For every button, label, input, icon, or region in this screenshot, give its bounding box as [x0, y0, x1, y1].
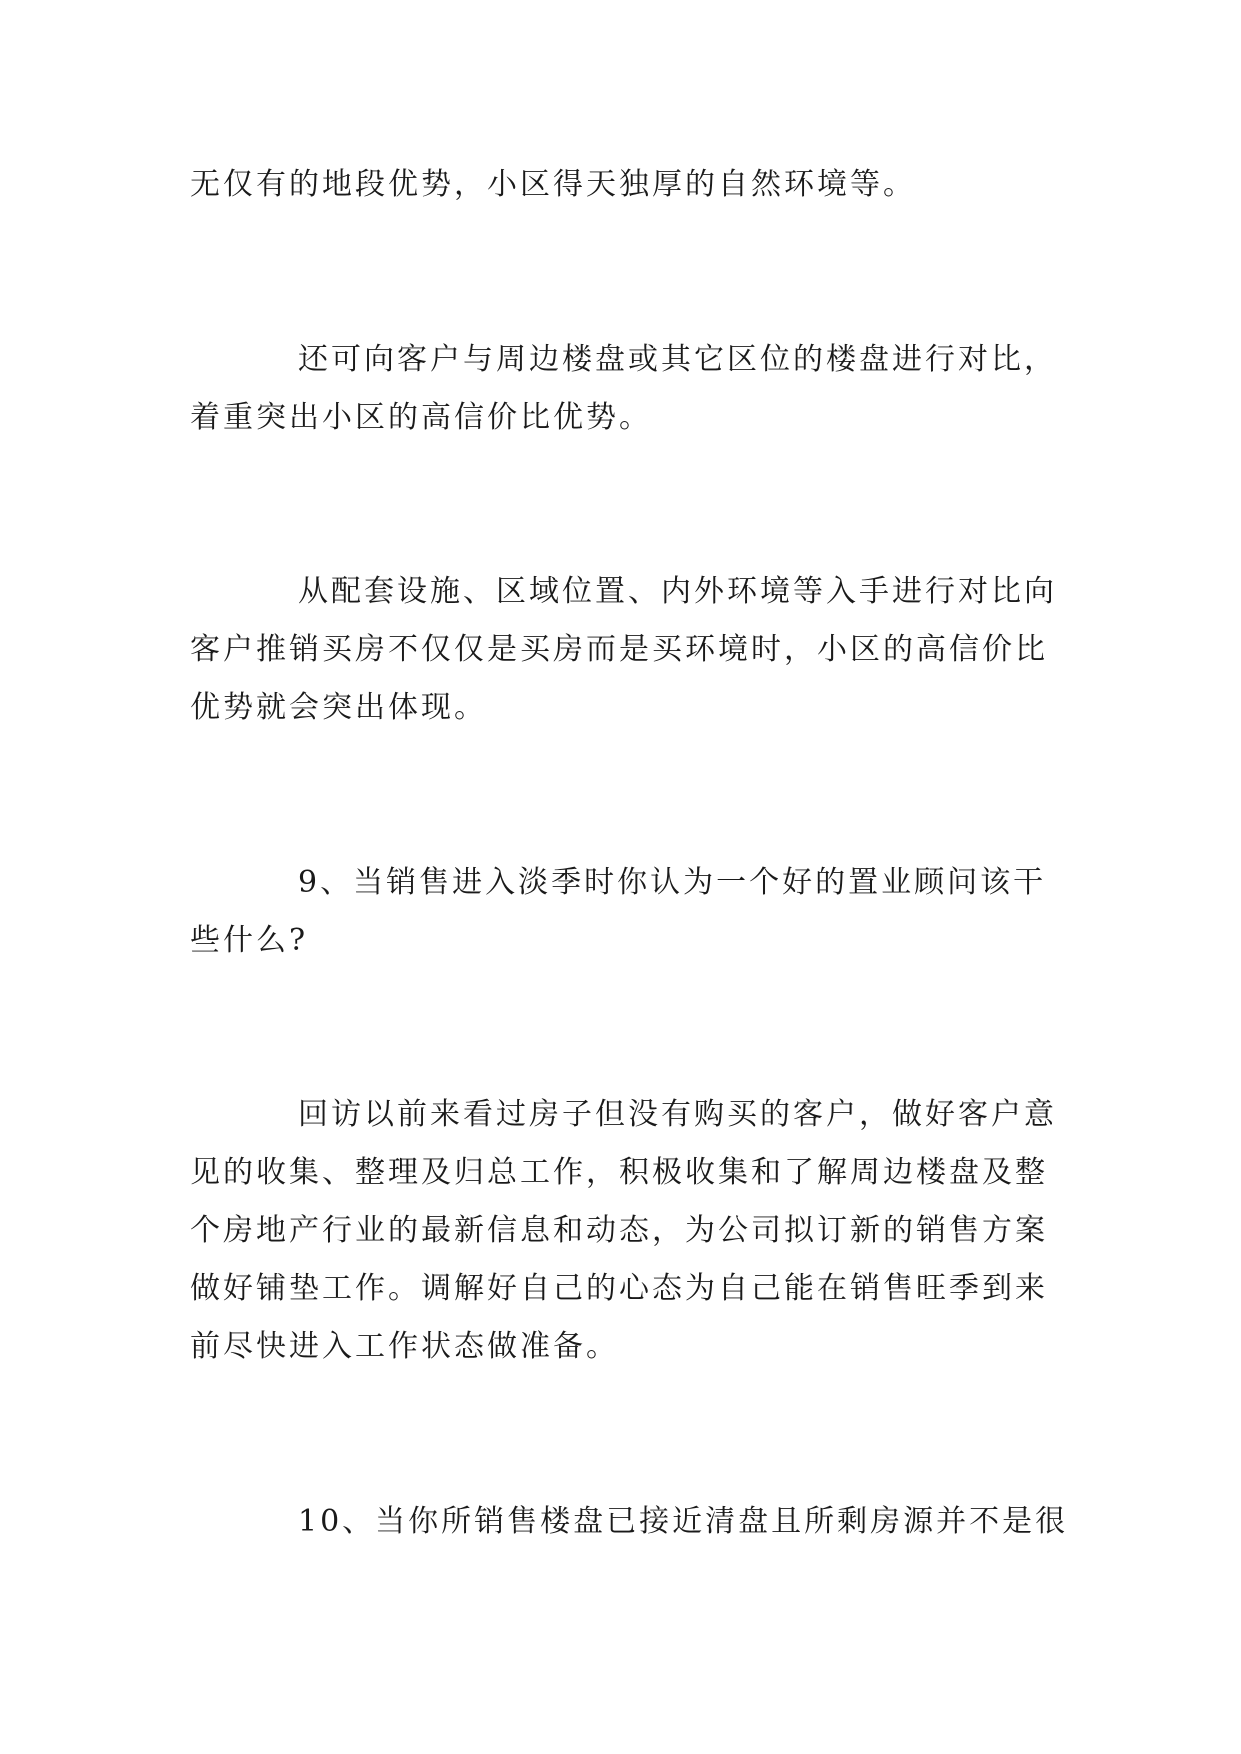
text-line: 无仅有的地段优势，小区得天独厚的自然环境等。: [190, 167, 916, 202]
text-line: 优势就会突出体现。: [190, 690, 487, 725]
paragraph-1: [190, 156, 1050, 214]
text-line: 9、当销售进入淡季时你认为一个好的置业顾问该干: [298, 865, 1047, 900]
text-line: 从配套设施、区域位置、内外环境等入手进行对比向: [298, 574, 1057, 609]
text-line: 个房地产行业的最新信息和动态，为公司拟订新的销售方案: [190, 1213, 1048, 1248]
text-line: 10、当你所销售楼盘已接近清盘且所剩房源并不是很: [298, 1504, 1069, 1539]
paragraph-2: [190, 331, 1057, 447]
text-line: 些什么?: [190, 923, 309, 958]
paragraph-3: [190, 563, 1057, 737]
text-line: 回访以前来看过房子但没有购买的客户，做好客户意: [298, 1097, 1057, 1132]
text-line: 做好铺垫工作。调解好自己的心态为自己能在销售旺季到来: [190, 1271, 1048, 1306]
paragraph-6: [190, 1493, 1069, 1551]
text-line: 见的收集、整理及归总工作，积极收集和了解周边楼盘及整: [190, 1155, 1048, 1190]
text-line: 着重突出小区的高信价比优势。: [190, 400, 652, 435]
text-line: 还可向客户与周边楼盘或其它区位的楼盘进行对比，: [298, 342, 1057, 377]
paragraph-4: [190, 854, 1050, 970]
text-line: 客户推销买房不仅仅是买房而是买环境时，小区的高信价比: [190, 632, 1048, 667]
text-line: 前尽快进入工作状态做准备。: [190, 1329, 619, 1364]
paragraph-5: [190, 1086, 1057, 1376]
